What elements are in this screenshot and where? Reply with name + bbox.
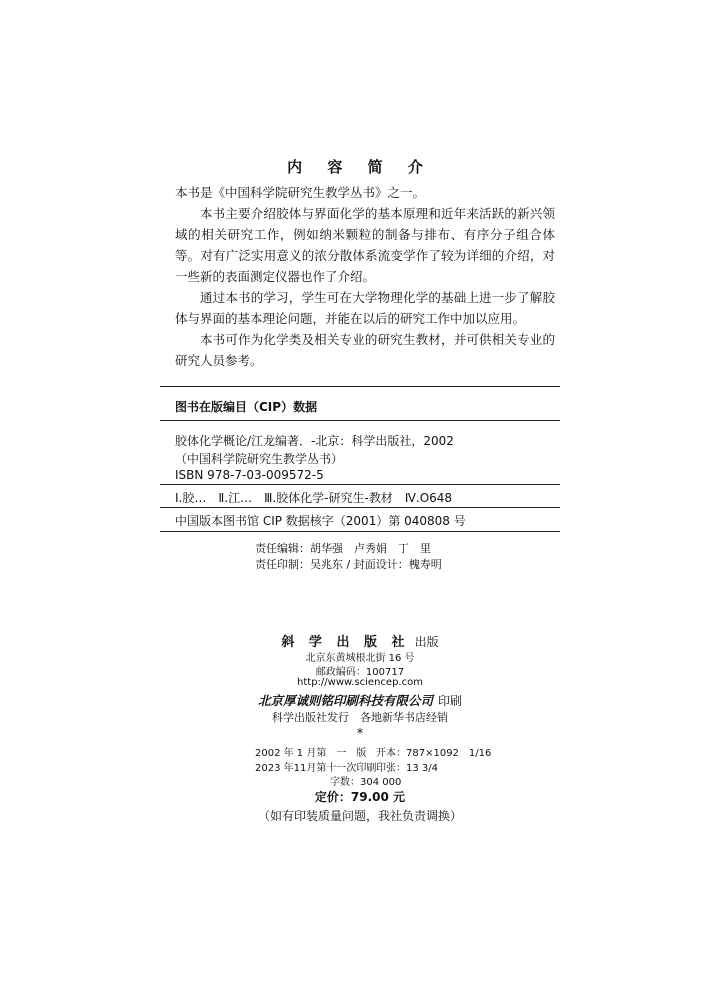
quality-notice: （如有印装质量问题，我社负责调换） — [257, 809, 462, 823]
publisher-line — [0, 631, 720, 650]
publisher-name: 斜 学 出 版 社 — [281, 635, 410, 650]
cip-line-title: 胶体化学概论/江龙编著．-北京：科学出版社，2002 — [175, 434, 454, 448]
divider-classification — [160, 507, 560, 508]
publisher-address: 北京东黄城根北街 16 号 — [305, 653, 415, 664]
publisher-suffix: 出版 — [414, 635, 439, 649]
intro-paragraph-3: 通过本书的学习，学生可在大学物理化学的基础上进一步了解胶体与界面的基本理论问题，并能在以后的研究工作中加以应用。 — [175, 290, 555, 326]
publisher-url: http://www.sciencep.com — [297, 677, 423, 688]
divider-isbn — [160, 484, 560, 485]
printer-name: 北京厚诚则铭印刷科技有限公司 — [257, 693, 433, 708]
intro-paragraph-2: 本书主要介绍胶体与界面化学的基本原理和近年来活跃的新兴领域的相关研究工作，例如纳米颗粒的制备与排布、有序分子组合体等。对有广泛实用意义的浓分散体系流变学作了较为详细的介绍，对一些新的表面测定仪器也作了介绍。 — [175, 206, 555, 284]
cip-line-record: 中国版本图书馆 CIP 数据核字（2001）第 040808 号 — [175, 514, 466, 528]
intro-paragraph-4: 本书可作为化学类及相关专业的研究生教材，并可供相关专业的研究人员参考。 — [175, 332, 555, 368]
responsible-editors: 责任编辑：胡华强 卢秀娟 丁 里 — [255, 542, 431, 555]
cip-line-isbn: ISBN 978-7-03-009572-5 — [175, 468, 324, 482]
book-format: 开本：787×1092 1/16 — [376, 748, 492, 759]
cip-line-series: （中国科学院研究生教学丛书） — [175, 452, 344, 466]
distribution-line: 科学出版社发行 各地新华书店经销 — [272, 711, 448, 724]
printing-date: 2023 年11月第十一次印刷 — [255, 763, 377, 774]
separator-star: * — [357, 726, 363, 740]
price: 定价：79.00 元 — [314, 790, 406, 804]
printed-sheets: 印张：13 3/4 — [376, 763, 438, 774]
word-count: 字数：304 000 — [330, 777, 402, 788]
intro-paragraph-1: 本书是《中国科学院研究生教学丛书》之一。 — [175, 185, 426, 200]
divider-top — [160, 386, 560, 387]
printer-line — [0, 690, 720, 709]
responsible-production: 责任印制：吴兆东 / 封面设计：槐寿明 — [255, 558, 442, 571]
printer-suffix: 印刷 — [438, 694, 463, 708]
publisher-postal-code: 邮政编码：100717 — [315, 667, 405, 678]
cip-heading: 图书在版编目（CIP）数据 — [175, 400, 318, 414]
cip-line-classification: Ⅰ.胶… Ⅱ.江… Ⅲ.胶体化学-研究生-教材 Ⅳ.O648 — [175, 491, 453, 505]
page-title: 内 容 简 介 — [287, 158, 433, 176]
divider-cip-heading — [160, 420, 560, 421]
divider-bottom — [160, 531, 560, 532]
edition-date: 2002 年 1 月第 一 版 — [255, 748, 367, 759]
